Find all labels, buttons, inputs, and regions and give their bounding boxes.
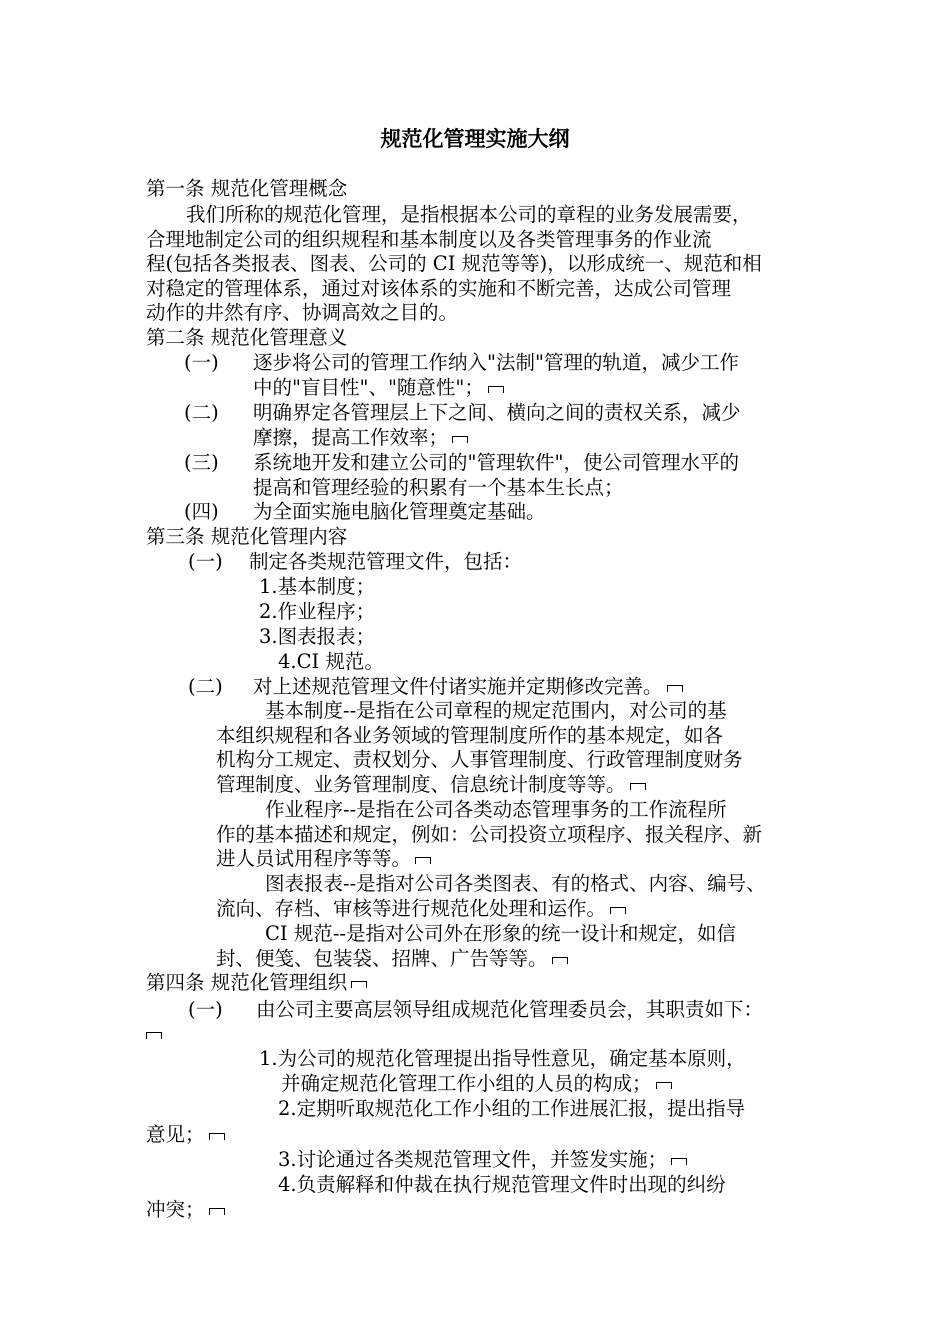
list-item-text: 为全面实施电脑化管理奠定基础。 xyxy=(253,500,546,523)
paragraph-mark-icon xyxy=(415,857,431,864)
duty-line: 2.定期听取规范化工作小组的工作进展汇报，提出指导 xyxy=(278,1097,746,1120)
list-number: (二) xyxy=(184,401,219,424)
list-number: (三) xyxy=(184,451,219,474)
paragraph-mark-icon xyxy=(552,957,568,964)
list-item-text: 制定各类规范管理文件，包括： xyxy=(249,550,523,573)
list-number: (一) xyxy=(184,351,219,374)
sub-item: 4.CI 规范。 xyxy=(278,650,384,673)
duty-line: 1.为公司的规范化管理提出指导性意见，确定基本原则， xyxy=(259,1047,746,1070)
section-1-heading: 第一条 规范化管理概念 xyxy=(146,177,348,200)
definition-line: 作的基本描述和规定，例如：公司投资立项程序、报关程序、新 xyxy=(216,823,763,846)
section-1-text-line: 我们所称的规范化管理，是指根据本公司的章程的业务发展需要， xyxy=(186,203,752,226)
list-item-text: 对上述规范管理文件付诸实施并定期修改完善。 xyxy=(253,674,683,699)
duty-line: 4.负责解释和仲裁在执行规范管理文件时出现的纠纷 xyxy=(278,1173,726,1196)
list-number: (二) xyxy=(188,675,223,698)
list-item-text: 明确界定各管理层上下之间、横向之间的责权关系，减少 xyxy=(253,401,741,424)
paragraph-mark-icon xyxy=(209,1208,225,1215)
document-title: 规范化管理实施大纲 xyxy=(380,126,570,151)
list-item-text: 提高和管理经验的积累有一个基本生长点； xyxy=(253,476,624,499)
section-2-heading: 第二条 规范化管理意义 xyxy=(146,326,348,349)
list-item-text: 中的"盲目性"、"随意性"； xyxy=(253,375,504,400)
list-item-text: 摩擦，提高工作效率； xyxy=(253,425,468,450)
list-number: (一) xyxy=(188,998,223,1021)
duty-line: 并确定规范化管理工作小组的人员的构成； xyxy=(281,1071,672,1096)
section-1-text-line: 程(包括各类报表、图表、公司的 CI 规范等等)，以形成统一、规范和相 xyxy=(146,252,762,275)
section-1-text-line: 动作的井然有序、协调高效之目的。 xyxy=(146,301,459,324)
section-4-heading: 第四条 规范化管理组织 xyxy=(146,970,367,995)
list-number: (四) xyxy=(184,500,219,523)
section-3-heading: 第三条 规范化管理内容 xyxy=(146,525,348,548)
duty-line: 3.讨论通过各类规范管理文件，并签发实施； xyxy=(278,1147,687,1172)
list-number: (一) xyxy=(188,550,223,573)
paragraph-mark-icon xyxy=(671,1158,687,1165)
definition-line: 机构分工规定、责权划分、人事管理制度、行政管理制度财务 xyxy=(216,748,743,771)
definition-line: 流向、存档、审核等进行规范化处理和运作。 xyxy=(216,896,626,921)
paragraph-mark-icon xyxy=(656,1082,672,1089)
definition-line: 进人员试用程序等等。 xyxy=(216,846,431,871)
sub-item: 2.作业程序； xyxy=(259,600,376,623)
paragraph-mark-icon xyxy=(351,981,367,988)
list-item-text: 由公司主要高层领导组成规范化管理委员会，其职责如下： xyxy=(256,998,764,1021)
definition-line: 本组织规程和各业务领域的管理制度所作的基本规定，如各 xyxy=(216,724,724,747)
definition-line: CI 规范--是指对公司外在形象的统一设计和规定，如信 xyxy=(265,922,736,945)
paragraph-mark-line xyxy=(146,1021,162,1046)
paragraph-mark-icon xyxy=(488,386,504,393)
sub-item: 1.基本制度； xyxy=(259,575,376,598)
paragraph-mark-icon xyxy=(146,1032,162,1039)
list-item-text: 系统地开发和建立公司的"管理软件"，使公司管理水平的 xyxy=(253,451,739,474)
definition-line: 基本制度--是指在公司章程的规定范围内，对公司的基 xyxy=(265,699,727,722)
section-1-text-line: 对稳定的管理体系，通过对该体系的实施和不断完善，达成公司管理 xyxy=(146,277,732,300)
paragraph-mark-icon xyxy=(452,436,468,443)
paragraph-mark-icon xyxy=(667,685,683,692)
list-item-text: 逐步将公司的管理工作纳入"法制"管理的轨道，减少工作 xyxy=(253,351,739,374)
paragraph-mark-icon xyxy=(610,907,626,914)
definition-line: 封、便笺、包装袋、招牌、广告等等。 xyxy=(216,946,568,971)
paragraph-mark-icon xyxy=(630,783,646,790)
definition-line: 管理制度、业务管理制度、信息统计制度等等。 xyxy=(216,772,646,797)
sub-item: 3.图表报表； xyxy=(259,625,376,648)
duty-line: 意见； xyxy=(146,1122,225,1147)
duty-line: 冲突； xyxy=(146,1197,225,1222)
section-1-text-line: 合理地制定公司的组织规程和基本制度以及各类管理事务的作业流 xyxy=(146,228,712,251)
definition-line: 作业程序--是指在公司各类动态管理事务的工作流程所 xyxy=(265,798,727,821)
paragraph-mark-icon xyxy=(209,1133,225,1140)
definition-line: 图表报表--是指对公司各类图表、有的格式、内容、编号、 xyxy=(265,872,766,895)
